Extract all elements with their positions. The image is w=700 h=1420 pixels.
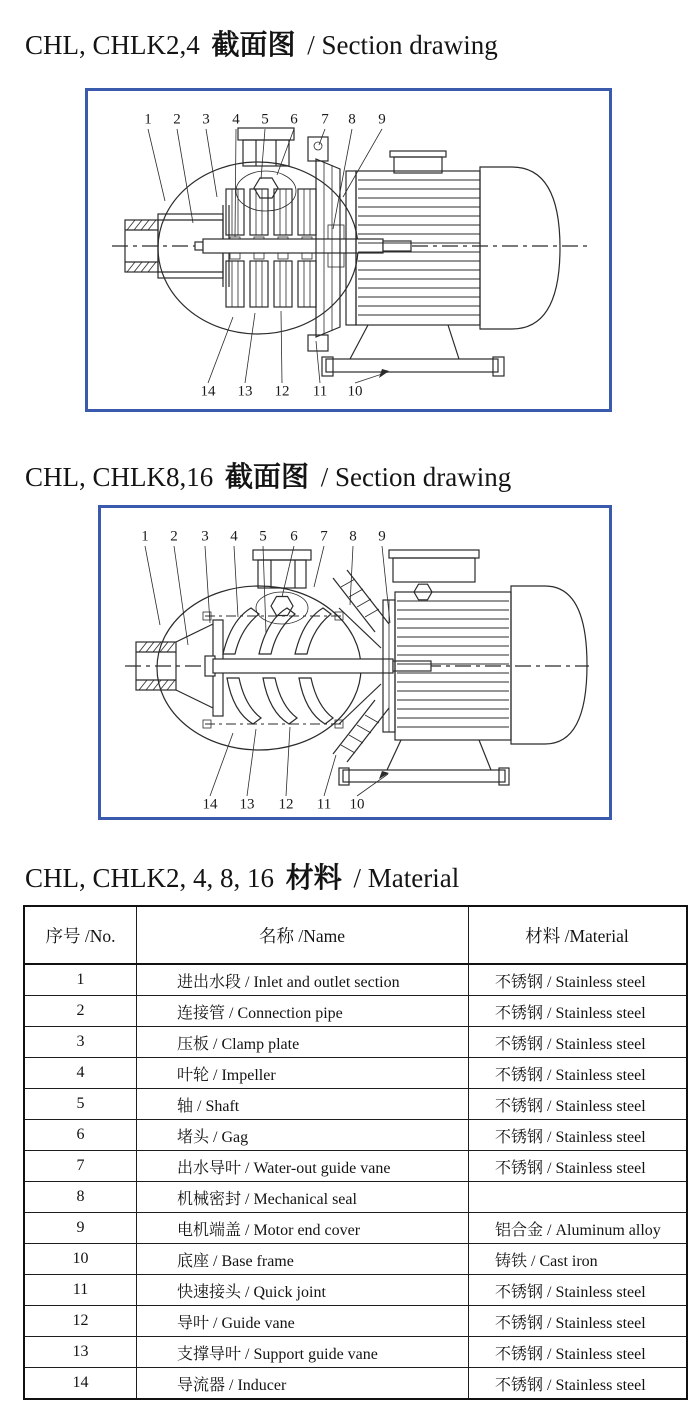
part-number-label: 10: [349, 796, 365, 813]
cell-material: 不锈钢 / Stainless steel: [469, 1120, 688, 1151]
cell-name: 电机端盖 / Motor end cover: [137, 1213, 469, 1244]
cell-material: 铸铁 / Cast iron: [469, 1244, 688, 1275]
part-number-label: 5: [261, 111, 269, 128]
part-number-label: 2: [170, 528, 178, 545]
part-number-label: 1: [144, 111, 152, 128]
table-row: [24, 1306, 687, 1337]
table-row: [24, 1089, 687, 1120]
table-row: [24, 1120, 687, 1151]
cell-material: 不锈钢 / Stainless steel: [469, 964, 688, 996]
part-number-label: 5: [259, 528, 267, 545]
cell-no: 6: [24, 1120, 137, 1151]
terminal-box: [390, 151, 446, 173]
cell-name: 出水导叶 / Water-out guide vane: [137, 1151, 469, 1182]
part-number-label: 12: [278, 796, 294, 813]
cell-material: 不锈钢 / Stainless steel: [469, 1151, 688, 1182]
cell-material: [469, 1182, 688, 1213]
cell-name: 堵头 / Gag: [137, 1120, 469, 1151]
cell-no: 8: [24, 1182, 137, 1213]
part-number-label: 3: [202, 111, 210, 128]
cell-name: 导流器 / Inducer: [137, 1368, 469, 1400]
section-drawing-1: [85, 88, 612, 412]
header-name: 名称 /Name: [137, 906, 469, 964]
section3-title-en: / Material: [353, 863, 460, 893]
plug-boss: [236, 171, 296, 211]
table-row: [24, 1368, 687, 1400]
part-number-label: 9: [378, 528, 386, 545]
part-number-label: 2: [173, 111, 181, 128]
table-row: [24, 996, 687, 1027]
part-number-label: 6: [290, 528, 298, 545]
cell-no: 2: [24, 996, 137, 1027]
material-table-header: [24, 906, 687, 964]
part-number-label: 3: [201, 528, 209, 545]
cell-material: 不锈钢 / Stainless steel: [469, 996, 688, 1027]
part-number-label: 7: [320, 528, 328, 545]
material-table-body: [24, 964, 687, 1399]
cell-no: 11: [24, 1275, 137, 1306]
part-number-label: 11: [312, 383, 328, 400]
table-row: [24, 1275, 687, 1306]
outlet-port: [238, 128, 294, 166]
table-row: [24, 1058, 687, 1089]
part-number-label: 9: [378, 111, 386, 128]
cell-name: 底座 / Base frame: [137, 1244, 469, 1275]
section1-title: [25, 30, 498, 62]
part-number-label: 14: [202, 796, 218, 813]
cell-no: 7: [24, 1151, 137, 1182]
table-row: [24, 1244, 687, 1275]
section2-title: [25, 462, 511, 494]
section1-title-model: CHL, CHLK2,4: [25, 30, 200, 60]
section-drawing-2: [98, 505, 612, 820]
table-row: [24, 964, 687, 996]
table-row: [24, 1151, 687, 1182]
cell-no: 9: [24, 1213, 137, 1244]
cell-name: 连接管 / Connection pipe: [137, 996, 469, 1027]
cell-material: 不锈钢 / Stainless steel: [469, 1089, 688, 1120]
cell-no: 5: [24, 1089, 137, 1120]
cell-name: 机械密封 / Mechanical seal: [137, 1182, 469, 1213]
part-number-label: 8: [349, 528, 357, 545]
cell-name: 支撑导叶 / Support guide vane: [137, 1337, 469, 1368]
cell-material: 不锈钢 / Stainless steel: [469, 1306, 688, 1337]
cell-name: 导叶 / Guide vane: [137, 1306, 469, 1337]
cell-no: 12: [24, 1306, 137, 1337]
part-number-label: 13: [239, 796, 255, 813]
leader-lines: [148, 129, 389, 383]
pump-section-drawing-chl816: [101, 508, 609, 817]
cell-no: 13: [24, 1337, 137, 1368]
part-number-label: 11: [316, 796, 332, 813]
section2-title-en: / Section drawing: [320, 462, 512, 492]
part-number-label: 6: [290, 111, 298, 128]
part-number-label: 14: [200, 383, 216, 400]
material-table: [23, 905, 688, 1400]
part-number-label: 4: [232, 111, 240, 128]
section3-title: [25, 863, 459, 895]
table-row: [24, 1213, 687, 1244]
section3-title-cn: 材料: [285, 863, 342, 894]
cell-no: 3: [24, 1027, 137, 1058]
part-number-label: 1: [141, 528, 149, 545]
pump-section-drawing-chl24: [88, 91, 609, 409]
section1-title-en: / Section drawing: [307, 30, 498, 60]
cell-no: 10: [24, 1244, 137, 1275]
table-row: [24, 1027, 687, 1058]
cell-name: 进出水段 / Inlet and outlet section: [137, 964, 469, 996]
part-number-label: 7: [321, 111, 329, 128]
part-number-label: 10: [347, 383, 363, 400]
cell-material: 不锈钢 / Stainless steel: [469, 1337, 688, 1368]
base-frame: [322, 325, 504, 376]
cell-name: 叶轮 / Impeller: [137, 1058, 469, 1089]
cell-material: 不锈钢 / Stainless steel: [469, 1275, 688, 1306]
cell-no: 14: [24, 1368, 137, 1400]
part-number-label: 4: [230, 528, 238, 545]
header-no: 序号 /No.: [24, 906, 137, 964]
table-row: [24, 1337, 687, 1368]
part-number-label: 12: [274, 383, 290, 400]
outlet-port: [253, 550, 311, 588]
part-number-label: 13: [237, 383, 253, 400]
cell-name: 快速接头 / Quick joint: [137, 1275, 469, 1306]
header-row: [24, 906, 687, 964]
cell-material: 铝合金 / Aluminum alloy: [469, 1213, 688, 1244]
cell-no: 1: [24, 964, 137, 996]
cell-name: 压板 / Clamp plate: [137, 1027, 469, 1058]
section2-title-cn: 截面图: [225, 462, 310, 493]
cell-material: 不锈钢 / Stainless steel: [469, 1027, 688, 1058]
section2-title-model: CHL, CHLK8,16: [25, 462, 214, 492]
cell-material: 不锈钢 / Stainless steel: [469, 1058, 688, 1089]
cell-material: 不锈钢 / Stainless steel: [469, 1368, 688, 1400]
table-row: [24, 1182, 687, 1213]
pump-shaft: [195, 239, 411, 253]
section3-title-model: CHL, CHLK2, 4, 8, 16: [25, 863, 274, 893]
cell-name: 轴 / Shaft: [137, 1089, 469, 1120]
base-frame: [339, 740, 509, 785]
cell-no: 4: [24, 1058, 137, 1089]
section1-title-cn: 截面图: [211, 30, 296, 61]
part-number-label: 8: [348, 111, 356, 128]
header-material: 材料 /Material: [469, 906, 688, 964]
